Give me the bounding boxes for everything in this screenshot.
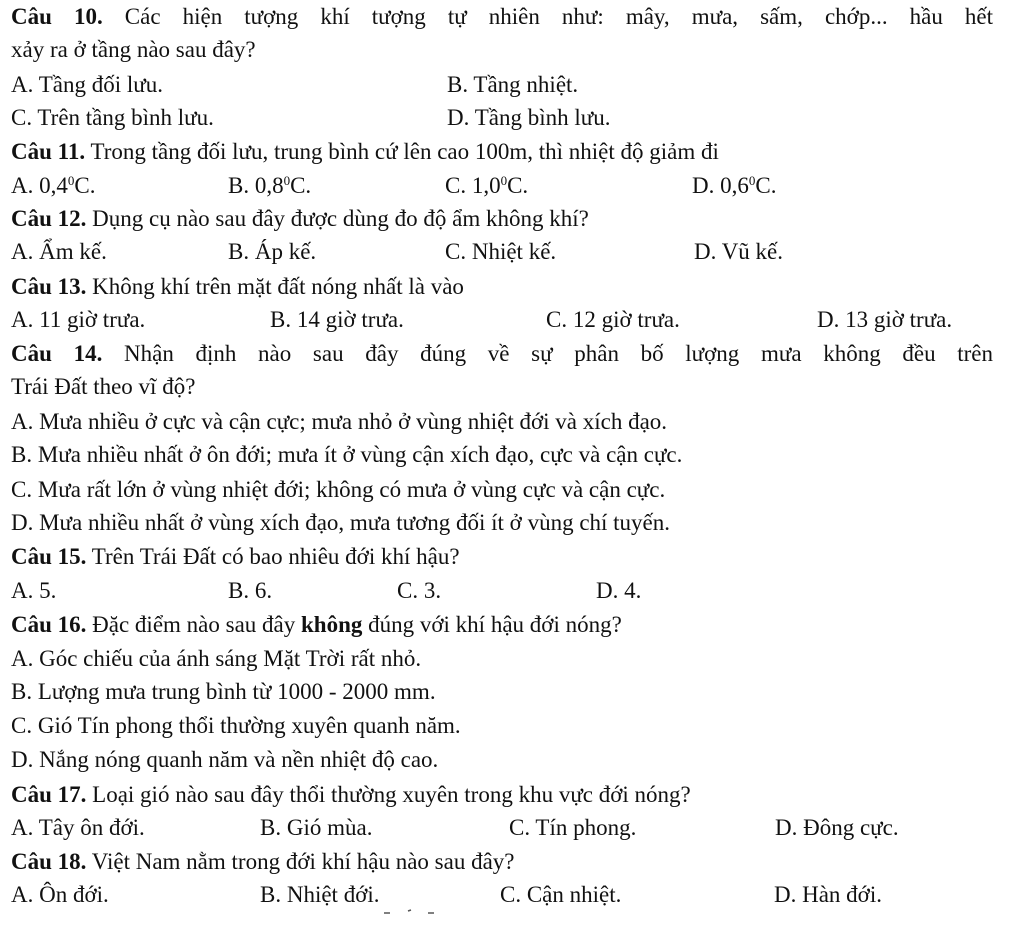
question-14-line1 xyxy=(11,337,993,371)
question-text: Trong tầng đối lưu, trung bình cứ lên cao 100m, thì nhiệt độ giảm đi xyxy=(90,139,719,164)
q13-option-c: C. 12 giờ trưa. xyxy=(546,307,680,332)
q14-option-d: D. Mưa nhiều nhất ở vùng xích đạo, mưa tương đối ít ở vùng chí tuyến. xyxy=(11,510,671,535)
q12-option-a: A. Ẩm kế. xyxy=(11,239,107,264)
q15-option-a: A. 5. xyxy=(11,578,57,603)
q16-option-d: D. Nắng nóng quanh năm và nền nhiệt độ cao. xyxy=(11,747,439,772)
option-value: B. 0,8 xyxy=(228,173,284,198)
q10-option-b: B. Tầng nhiệt. xyxy=(447,72,579,97)
option-unit: C. xyxy=(290,173,312,198)
question-11 xyxy=(11,135,719,169)
q17-option-c: C. Tín phong. xyxy=(509,815,637,840)
option-unit: C. xyxy=(507,173,529,198)
degree-sup: 0 xyxy=(283,173,291,188)
q15-option-b: B. 6. xyxy=(228,578,273,603)
q11-option-b xyxy=(228,169,311,203)
question-text: Loại gió nào sau đây thổi thường xuyên trong khu vực đới nóng? xyxy=(92,782,691,807)
q17-option-b: B. Gió mùa. xyxy=(260,815,373,840)
question-number: Câu 18. xyxy=(11,849,87,874)
degree-sup: 0 xyxy=(748,173,756,188)
question-number: Câu 16. xyxy=(11,612,87,637)
q12-option-d: D. Vũ kế. xyxy=(694,239,784,264)
q11-option-c xyxy=(445,169,528,203)
q10-option-d: D. Tầng bình lưu. xyxy=(447,105,611,130)
question-text: Nhận định nào sau đây đúng về sự phân bố lượng mưa không đều trên xyxy=(124,341,994,366)
question-number: Câu 17. xyxy=(11,782,87,807)
q16-option-c: C. Gió Tín phong thổi thường xuyên quanh năm. xyxy=(11,713,461,738)
q14-option-a: A. Mưa nhiều ở cực và cận cực; mưa nhỏ ở vùng nhiệt đới và xích đạo. xyxy=(11,409,668,434)
q15-option-d: D. 4. xyxy=(596,578,642,603)
question-number: Câu 12. xyxy=(11,206,87,231)
option-value: D. 0,6 xyxy=(692,173,749,198)
question-16 xyxy=(11,608,622,642)
q11-option-a xyxy=(11,169,95,203)
question-text: Không khí trên mặt đất nóng nhất là vào xyxy=(92,274,464,299)
q18-option-d: D. Hàn đới. xyxy=(774,882,882,907)
q10-option-c: C. Trên tầng bình lưu. xyxy=(11,105,214,130)
question-10-line2: xảy ra ở tầng nào sau đây? xyxy=(11,37,256,62)
question-text: Trên Trái Đất có bao nhiêu đới khí hậu? xyxy=(91,544,460,569)
question-number: Câu 11. xyxy=(11,139,86,164)
question-text-after: đúng với khí hậu đới nóng? xyxy=(368,612,622,637)
q13-option-b: B. 14 giờ trưa. xyxy=(270,307,404,332)
q10-option-a: A. Tầng đối lưu. xyxy=(11,72,163,97)
degree-sup: 0 xyxy=(500,173,508,188)
q12-option-c: C. Nhiệt kế. xyxy=(445,239,557,264)
q12-option-b: B. Áp kế. xyxy=(228,239,317,264)
question-text: Dụng cụ nào sau đây được dùng đo độ ẩm không khí? xyxy=(92,206,589,231)
question-emphasis: không xyxy=(301,612,363,637)
question-18 xyxy=(11,845,515,879)
q18-option-b: B. Nhiệt đới. xyxy=(260,882,380,907)
question-text-before: Đặc điểm nào sau đây xyxy=(92,612,296,637)
q16-option-a: A. Góc chiếu của ánh sáng Mặt Trời rất nhỏ. xyxy=(11,646,422,671)
q14-option-b: B. Mưa nhiều nhất ở ôn đới; mưa ít ở vùng cận xích đạo, cực và cận cực. xyxy=(11,442,683,467)
option-value: A. 0,4 xyxy=(11,173,68,198)
question-14-line2: Trái Đất theo vĩ độ? xyxy=(11,374,196,399)
q11-option-d xyxy=(692,169,776,203)
q16-option-b: B. Lượng mưa trung bình từ 1000 - 2000 mm. xyxy=(11,679,436,704)
option-value: C. 1,0 xyxy=(445,173,501,198)
q14-option-c: C. Mưa rất lớn ở vùng nhiệt đới; không có mưa ở vùng cực và cận cực. xyxy=(11,477,666,502)
question-10-line1 xyxy=(11,0,993,34)
q18-option-a: A. Ôn đới. xyxy=(11,882,109,907)
cropped-text-fragment xyxy=(384,908,454,914)
question-15 xyxy=(11,540,460,574)
question-number: Câu 15. xyxy=(11,544,87,569)
question-12 xyxy=(11,202,589,236)
question-number: Câu 13. xyxy=(11,274,87,299)
question-number: Câu 10. xyxy=(11,4,103,29)
q18-option-c: C. Cận nhiệt. xyxy=(500,882,622,907)
q17-option-d: D. Đông cực. xyxy=(775,815,899,840)
degree-sup: 0 xyxy=(67,173,75,188)
q13-option-a: A. 11 giờ trưa. xyxy=(11,307,146,332)
q15-option-c: C. 3. xyxy=(397,578,442,603)
question-number: Câu 14. xyxy=(11,341,103,366)
option-unit: C. xyxy=(755,173,777,198)
q13-option-d: D. 13 giờ trưa. xyxy=(817,307,953,332)
question-13 xyxy=(11,270,464,304)
q17-option-a: A. Tây ôn đới. xyxy=(11,815,145,840)
option-unit: C. xyxy=(74,173,96,198)
question-text: Các hiện tượng khí tượng tự nhiên như: mây, mưa, sấm, chớp... hầu hết xyxy=(124,4,994,29)
question-17 xyxy=(11,778,691,812)
question-text: Việt Nam nằm trong đới khí hậu nào sau đây? xyxy=(91,849,515,874)
